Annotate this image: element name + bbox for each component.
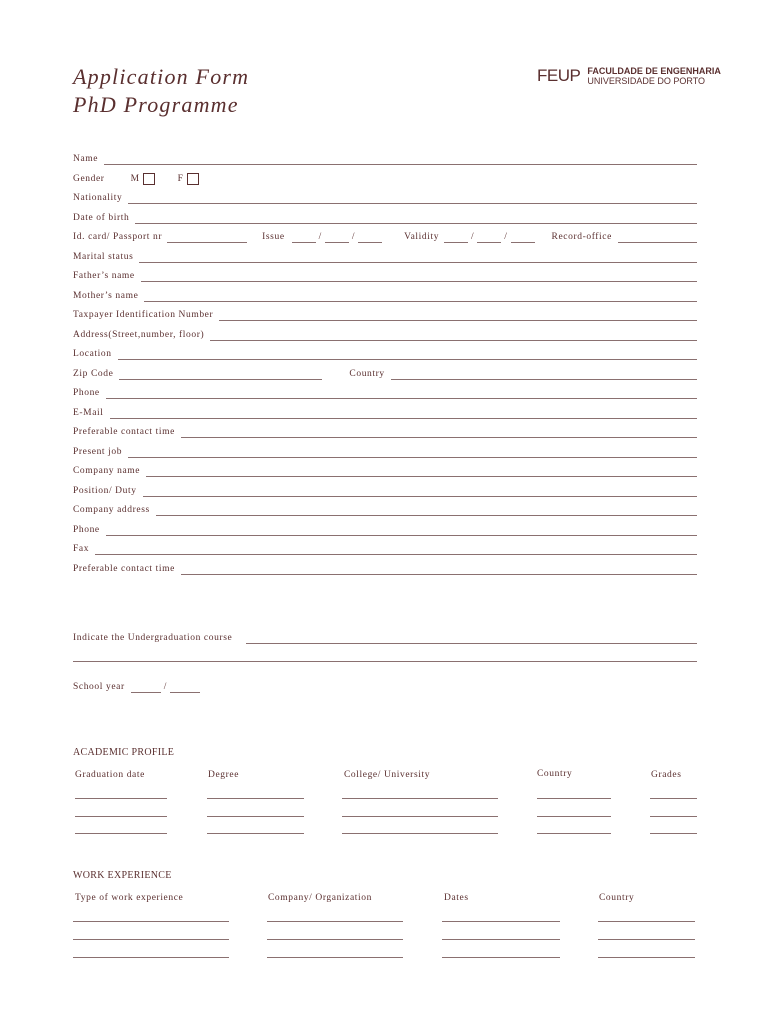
academic-cell[interactable] [75, 816, 167, 817]
name-field[interactable] [104, 152, 697, 165]
dob-field[interactable] [135, 211, 697, 224]
work-cell[interactable] [442, 921, 560, 922]
father-label: Father’s name [73, 271, 135, 281]
address-field[interactable] [210, 328, 697, 341]
work-cell[interactable] [73, 921, 229, 922]
fax-row [73, 541, 697, 555]
gender-row [73, 171, 697, 185]
col-dates: Dates [444, 893, 469, 903]
job-contact-time-field[interactable] [181, 562, 697, 575]
contact-time-row [73, 424, 697, 438]
marital-field[interactable] [139, 250, 697, 263]
undergrad-row [73, 630, 697, 644]
company-name-row [73, 463, 697, 477]
logo-line-2: UNIVERSIDADE DO PORTO [587, 76, 706, 86]
undergrad-field[interactable] [246, 631, 697, 644]
zip-label: Zip Code [73, 369, 114, 379]
undergrad-field-line-2[interactable] [73, 661, 697, 662]
company-name-field[interactable] [146, 464, 697, 477]
phone-row [73, 385, 697, 399]
nationality-row [73, 190, 697, 204]
gender-f-checkbox[interactable] [187, 173, 199, 185]
academic-cell[interactable] [207, 833, 304, 834]
validity-label: Validity [404, 232, 440, 242]
country-field[interactable] [391, 367, 697, 380]
academic-cell[interactable] [207, 816, 304, 817]
issue-day-field[interactable] [292, 230, 316, 243]
academic-cell[interactable] [207, 798, 304, 799]
validity-year-field[interactable] [511, 230, 535, 243]
academic-cell[interactable] [537, 798, 611, 799]
gender-m-label: M [130, 174, 140, 184]
logo-mark: FEUP [537, 66, 581, 85]
company-name-label: Company name [73, 466, 141, 476]
gender-m-checkbox[interactable] [143, 173, 155, 185]
work-experience-heading: WORK EXPERIENCE [73, 870, 172, 881]
issue-year-field[interactable] [358, 230, 382, 243]
col-work-country: Country [599, 893, 635, 903]
school-year-start-field[interactable] [131, 680, 161, 693]
issue-month-field[interactable] [325, 230, 349, 243]
father-row [73, 268, 697, 282]
id-card-field[interactable] [167, 230, 247, 243]
id-card-label: Id. card/ Passport nr [73, 232, 163, 242]
location-field[interactable] [118, 347, 697, 360]
address-label: Address(Street,number, floor) [73, 330, 205, 340]
position-label: Position/ Duty [73, 486, 137, 496]
form-title: Application Form [73, 64, 250, 89]
issue-sep-1: / [318, 232, 322, 242]
form-subtitle: PhD Programme [73, 92, 239, 117]
marital-row [73, 249, 697, 263]
academic-cell[interactable] [650, 798, 697, 799]
work-cell[interactable] [442, 957, 560, 958]
present-job-label: Present job [73, 447, 123, 457]
zip-field[interactable] [119, 367, 322, 380]
dob-label: Date of birth [73, 213, 130, 223]
validity-sep-1: / [471, 232, 475, 242]
taxpayer-label: Taxpayer Identification Number [73, 310, 214, 320]
phone-field[interactable] [106, 386, 697, 399]
work-cell[interactable] [267, 921, 403, 922]
gender-f-label: F [177, 174, 184, 184]
logo-text [587, 66, 721, 86]
location-label: Location [73, 349, 112, 359]
nationality-field[interactable] [128, 191, 697, 204]
col-academic-country: Country [537, 769, 573, 779]
school-year-row [73, 679, 697, 693]
position-field[interactable] [143, 484, 697, 497]
name-row [73, 151, 697, 165]
academic-cell[interactable] [650, 833, 697, 834]
col-college: College/ University [344, 770, 431, 780]
school-year-end-field[interactable] [170, 680, 200, 693]
mother-row [73, 288, 697, 302]
work-cell[interactable] [442, 939, 560, 940]
fax-label: Fax [73, 544, 90, 554]
present-job-field[interactable] [128, 445, 697, 458]
work-cell[interactable] [598, 921, 695, 922]
record-office-label: Record-office [551, 232, 612, 242]
academic-cell[interactable] [75, 798, 167, 799]
academic-cell[interactable] [342, 833, 498, 834]
feup-logo [537, 66, 721, 86]
father-field[interactable] [141, 269, 697, 282]
location-row [73, 346, 697, 360]
work-cell[interactable] [73, 939, 229, 940]
col-degree: Degree [208, 770, 240, 780]
contact-time-label: Preferable contact time [73, 427, 175, 437]
taxpayer-field[interactable] [219, 308, 697, 321]
company-address-row [73, 502, 697, 516]
address-row [73, 327, 697, 341]
work-cell[interactable] [598, 939, 695, 940]
validity-month-field[interactable] [477, 230, 501, 243]
email-row [73, 405, 697, 419]
gender-label: Gender [73, 174, 105, 184]
job-contact-time-label: Preferable contact time [73, 564, 175, 574]
country-label: Country [349, 369, 385, 379]
undergrad-label: Indicate the Undergraduation course [73, 633, 233, 643]
academic-cell[interactable] [537, 833, 611, 834]
zip-country-row [73, 366, 697, 380]
academic-profile-heading: ACADEMIC PROFILE [73, 747, 175, 758]
work-cell[interactable] [267, 957, 403, 958]
company-address-label: Company address [73, 505, 150, 515]
phone-label: Phone [73, 388, 100, 398]
academic-cell[interactable] [537, 816, 611, 817]
school-year-label: School year [73, 682, 125, 692]
school-year-sep: / [163, 682, 167, 692]
academic-cell[interactable] [342, 816, 498, 817]
present-job-row [73, 444, 697, 458]
logo-line-1: FACULDADE DE ENGENHARIA [587, 66, 721, 76]
col-work-type: Type of work experience [75, 893, 184, 903]
work-cell[interactable] [267, 939, 403, 940]
issue-label: Issue [262, 232, 285, 242]
record-office-field[interactable] [618, 230, 697, 243]
fax-field[interactable] [95, 542, 697, 555]
academic-cell[interactable] [75, 833, 167, 834]
col-grades: Grades [651, 770, 682, 780]
academic-cell[interactable] [650, 816, 697, 817]
job-phone-label: Phone [73, 525, 100, 535]
mother-field[interactable] [144, 289, 697, 302]
name-label: Name [73, 154, 99, 164]
work-cell[interactable] [73, 957, 229, 958]
job-phone-field[interactable] [106, 523, 697, 536]
email-field[interactable] [110, 406, 697, 419]
job-phone-row [73, 522, 697, 536]
col-company: Company/ Organization [268, 893, 372, 903]
marital-label: Marital status [73, 252, 134, 262]
contact-time-field[interactable] [181, 425, 697, 438]
nationality-label: Nationality [73, 193, 123, 203]
id-card-row [73, 229, 697, 243]
dob-row [73, 210, 697, 224]
validity-day-field[interactable] [444, 230, 468, 243]
job-contact-time-row [73, 561, 697, 575]
taxpayer-row [73, 307, 697, 321]
position-row [73, 483, 697, 497]
academic-cell[interactable] [342, 798, 498, 799]
mother-label: Mother’s name [73, 291, 139, 301]
company-address-field[interactable] [156, 503, 697, 516]
work-cell[interactable] [598, 957, 695, 958]
col-graduation-date: Graduation date [75, 770, 145, 780]
validity-sep-2: / [504, 232, 508, 242]
email-label: E-Mail [73, 408, 104, 418]
issue-sep-2: / [351, 232, 356, 242]
